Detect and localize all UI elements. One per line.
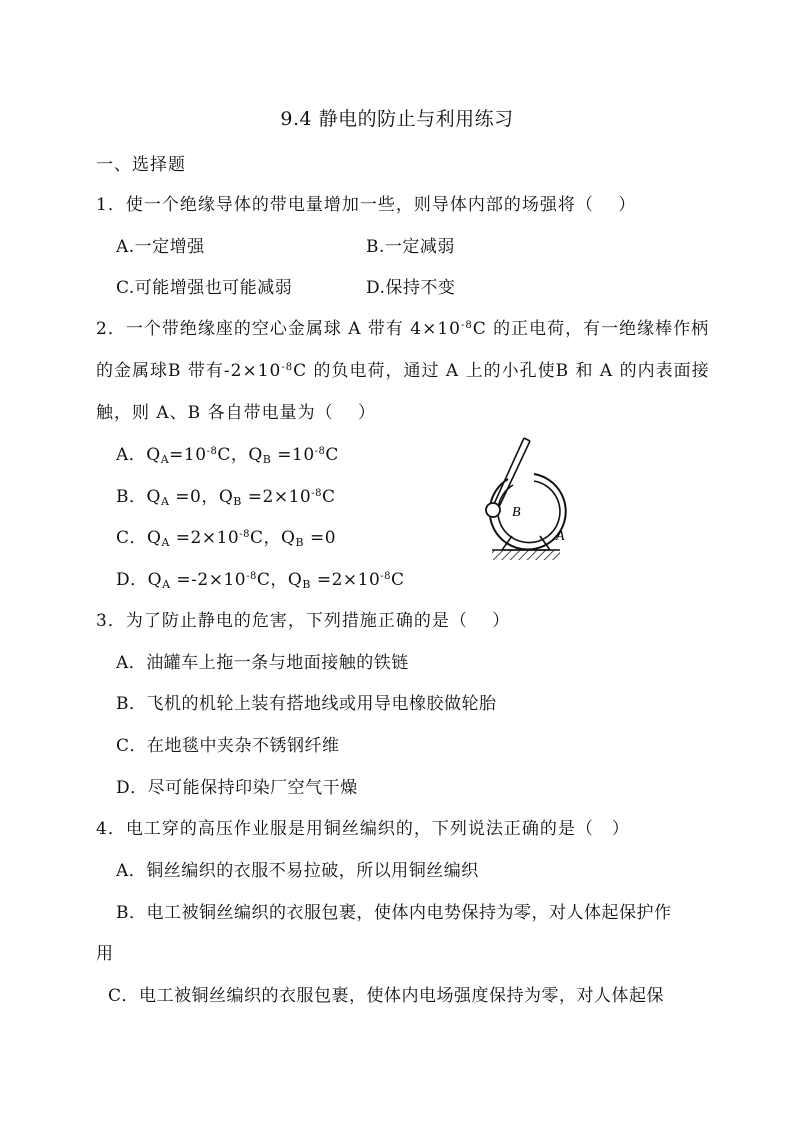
- sphere-outer-arc: [490, 474, 566, 549]
- question-3-stem: 3．为了防止静电的危害，下列措施正确的是（ ）: [96, 611, 511, 631]
- question-2-line-3: 触，则 A、B 各自带电量为（ ）: [96, 403, 376, 423]
- ball-b: [486, 503, 500, 517]
- label-b: B: [512, 505, 521, 520]
- question-4-option-b-line-1: B．电工被铜丝编织的衣服包裹，使体内电势保持为零，对人体起保护作: [116, 903, 672, 923]
- question-3-option-d: D．尽可能保持印染厂空气干燥: [116, 778, 358, 798]
- label-a: A: [556, 529, 565, 544]
- question-1-option-a: A.一定增强: [116, 237, 205, 257]
- question-4-option-b-line-2: 用: [96, 944, 114, 964]
- question-3-option-c: C．在地毯中夹杂不锈钢纤维: [116, 736, 340, 756]
- section-heading: 一、选择题: [96, 155, 186, 175]
- hollow-sphere-diagram: [468, 432, 588, 566]
- question-4-option-a: A．铜丝编织的衣服不易拉破，所以用铜丝编织: [116, 861, 479, 881]
- question-1-option-d: D.保持不变: [366, 278, 456, 298]
- question-2-option-b: B．$Q_A =0$，$Q_B =2\times 10^{-8}C$: [116, 487, 336, 508]
- question-3-option-a: A．油罐车上拖一条与地面接触的铁链: [116, 653, 409, 673]
- question-2-line-2: 的金属球B 带有$-2\times 10^{-8}C$ 的负电荷，通过 A 上的小孔使B 和 A 的内表面接: [96, 361, 710, 381]
- question-3-option-b: B．飞机的机轮上装有搭地线或用导电橡胶做轮胎: [116, 694, 497, 714]
- question-1-option-b: B.一定减弱: [366, 237, 455, 257]
- page-title: 9.4 静电的防止与利用练习: [280, 108, 514, 130]
- question-2-option-c: C．$Q_A =2\times 10^{-8}C$，$Q_B =0$: [116, 528, 337, 549]
- question-2-option-d: D．$Q_A =-2\times 10^{-8}C$，$Q_B =2\times 10^{-8}C$: [116, 570, 405, 591]
- question-2-line-1: 2．一个带绝缘座的空心金属球 A 带有 $4\times 10^{-8}C$ 的正电荷，有一绝缘棒作柄: [96, 319, 710, 339]
- question-2-option-a: A．$Q_A=10^{-8}C$，$Q_B =10^{-8}C$: [116, 445, 339, 466]
- hatched-base: [492, 550, 560, 560]
- question-1-option-c: C.可能增强也可能减弱: [116, 278, 293, 298]
- question-1-stem: 1．使一个绝缘导体的带电量增加一些，则导体内部的场强将（ ）: [96, 195, 637, 215]
- question-4-option-c-line-1: C．电工被铜丝编织的衣服包裹，使体内电场强度保持为零，对人体起保: [108, 986, 665, 1006]
- question-4-stem: 4．电工穿的高压作业服是用铜丝编织的，下列说法正确的是（ ）: [96, 819, 630, 839]
